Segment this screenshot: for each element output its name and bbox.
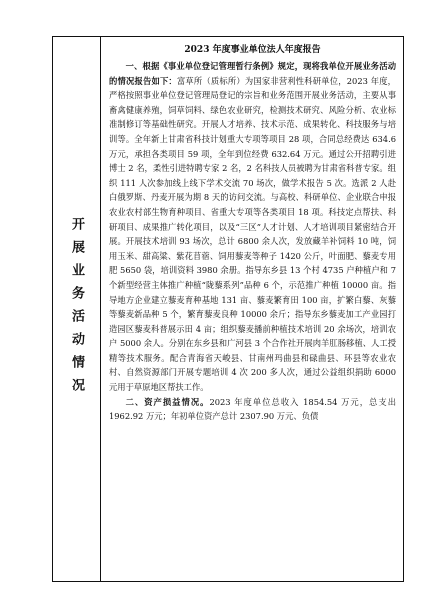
side-label: 开展业务活动情况 <box>69 217 84 401</box>
business-activities-heading: 一、根据《事业单位登记管理暂行条例》规定，现将我单位开展业务活动的情况报告如下： <box>109 61 396 86</box>
asset-paragraph <box>109 395 396 424</box>
report-table <box>52 36 404 582</box>
content-cell <box>101 37 403 581</box>
business-activities-paragraph <box>109 59 396 395</box>
asset-heading: 二、资产损益情况。 <box>125 396 210 407</box>
side-label-cell <box>53 37 101 581</box>
report-title: 2023 年度事业单位法人年度报告 <box>184 45 321 55</box>
business-activities-body: 富草所（质标所）为国家非营利性科研单位，2023 年度，严格按照事业单位登记管理局登记的宗旨和业务范围开展业务活动，主要从事畜禽健康养殖，饲草饲料、绿色农业研究，检测技术研究、风险分析、农业标准制修订等基础性研究。开展人才培养、技术示范、成果转化、科技服务与培训等。全年新上甘肃省科技计划重大专项等项目 28 项，合同总经费达 634.6 万元，承担各类项目 59 项，全年到位经费 632.64 万元。通过公开招聘引进博士 2 名，柔性引进特聘专家 2 名，2 名科技人员被聘为甘肃省科普专家。组织 111 人次参加线上线下学术交流 70 场次，做学术报告 5 次。选派 2 人赴白俄罗斯、丹麦开展为期 8 天的访问交流。与高校、科研单位、企业联合申报农业农村部生物育种项目、省重大专项等各类项目 18 项。科技定点帮扶、科研项目、成果推广转化项目，以及“三区”人才计划、人才培训项目紧密结合开展。开展技术培训 93 场次，总计 6800 余人次，发放藏羊补饲料 10 吨，饲用玉米、甜高粱、紫花苜蓿、饲用藜麦等种子 1420 公斤，叶面肥、藜麦专用肥 5650 袋，培训资料 3980 余册。指导东乡县 13 个村 4735 户种植户和 7 个新型经营主体推广种植“陇藜系列”品种 6 个，示范推广种植 10000 亩。指导地方企业建立藜麦育种基地 131 亩、藜麦繁育田 100 亩，扩繁白藜、灰藜等藜麦新品种 5 个，繁育藜麦良种 10000 余斤；指导东乡藜麦加工产业园打造园区藜麦科普展示田 4 亩；组织藜麦播前种植技术培训 20 余场次，培训农户 5000 余人。分别在东乡县和广河县 3 个合作社开展肉羊肛肠移植、人工授精等技术服务。配合青海省天峻县、甘南州玛曲县和碌曲县、环县等农业农村、自然资源部门开展专题培训 4 次 200 多人次，通过公益组织捐助 6000 元用于草原地区帮扶工作。 <box>109 75 396 393</box>
asset-body: 2023 年度单位总收入 1854.54 万元，总支出 1962.92 万元；年初单位资产总计 2307.90 万元、负债 <box>109 396 396 422</box>
